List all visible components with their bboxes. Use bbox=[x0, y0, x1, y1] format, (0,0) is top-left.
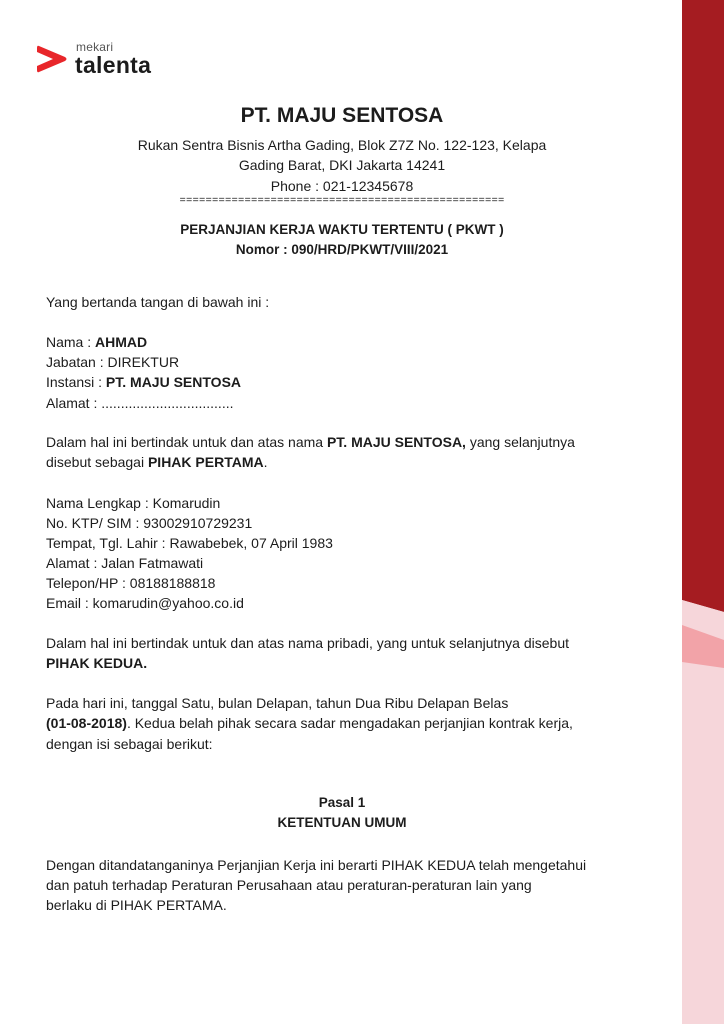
decorative-side-band bbox=[682, 0, 724, 1024]
logo-product-text: talenta bbox=[75, 52, 152, 78]
pasal-1-subtitle: KETENTUAN UMUM bbox=[277, 815, 407, 830]
party2-email: Email : komarudin@yahoo.co.id bbox=[46, 595, 244, 611]
band-dark-red bbox=[682, 0, 724, 612]
party2-description-line1: Dalam hal ini bertindak untuk dan atas nama pribadi, yang untuk selanjutnya disebut bbox=[46, 635, 569, 651]
pasal-1-line3: berlaku di PIHAK PERTAMA. bbox=[46, 897, 227, 913]
pasal-1-line2: dan patuh terhadap Peraturan Perusahaan atau peraturan-peraturan lain yang bbox=[46, 877, 532, 893]
party1-name: AHMAD bbox=[95, 334, 148, 350]
party1-desc2-period: . bbox=[263, 454, 268, 470]
party1-desc2-text: disebut sebagai bbox=[46, 454, 148, 470]
party1-name-label: Nama : bbox=[46, 334, 96, 350]
document-title: PERJANJIAN KERJA WAKTU TERTENTU ( PKWT ) bbox=[180, 222, 504, 237]
party1-description-line1 bbox=[46, 432, 575, 453]
party2-full-name: Nama Lengkap : Komarudin bbox=[46, 495, 221, 511]
address-line-1: Rukan Sentra Bisnis Artha Gading, Blok Z7Z No. 122-123, Kelapa bbox=[137, 137, 547, 153]
party1-agency-row bbox=[46, 372, 241, 393]
party1-desc-text: Dalam hal ini bertindak untuk dan atas nama bbox=[46, 434, 327, 450]
party1-description-line2 bbox=[46, 452, 268, 473]
agreement-line3: dengan isi sebagai berikut: bbox=[46, 736, 213, 752]
party2-id-number: No. KTP/ SIM : 93002910729231 bbox=[46, 515, 253, 531]
logo-brand-text: mekari bbox=[76, 40, 114, 54]
party1-role: PIHAK PERTAMA bbox=[147, 454, 264, 470]
document-number: Nomor : 090/HRD/PKWT/VIII/2021 bbox=[235, 242, 449, 257]
intro-text: Yang bertanda tangan di bawah ini : bbox=[46, 294, 270, 310]
party1-name-row bbox=[46, 332, 147, 353]
agreement-line2-text: . Kedua belah pihak secara sadar mengadakan perjanjian kontrak kerja, bbox=[126, 715, 573, 731]
pasal-1-line1: Dengan ditandatanganinya Perjanjian Kerja ini berarti PIHAK KEDUA telah mengetahui bbox=[46, 857, 587, 873]
party2-phone: Telepon/HP : 08188188818 bbox=[46, 575, 216, 591]
agreement-line1: Pada hari ini, tanggal Satu, bulan Delapan, tahun Dua Ribu Delapan Belas bbox=[46, 695, 509, 711]
party1-agency: PT. MAJU SENTOSA bbox=[105, 374, 242, 390]
separator-line: ================================================== bbox=[179, 195, 505, 207]
party1-address: Alamat : .................................. bbox=[46, 395, 234, 411]
pasal-1-title: Pasal 1 bbox=[318, 795, 366, 810]
party1-position: Jabatan : DIREKTUR bbox=[46, 354, 180, 370]
party2-address: Alamat : Jalan Fatmawati bbox=[46, 555, 204, 571]
party2-role: PIHAK KEDUA. bbox=[46, 655, 148, 671]
party1-desc-text-end: yang selanjutnya bbox=[465, 434, 575, 450]
company-name: PT. MAJU SENTOSA bbox=[240, 104, 444, 127]
company-phone: Phone : 021-12345678 bbox=[270, 178, 414, 194]
party2-birth: Tempat, Tgl. Lahir : Rawabebek, 07 April 1983 bbox=[46, 535, 333, 551]
party1-desc-company: PT. MAJU SENTOSA, bbox=[326, 434, 466, 450]
agreement-line2 bbox=[46, 713, 573, 734]
logo-arrow-icon bbox=[37, 44, 69, 74]
address-line-2: Gading Barat, DKI Jakarta 14241 bbox=[238, 157, 446, 173]
party1-agency-label: Instansi : bbox=[46, 374, 106, 390]
agreement-date: (01-08-2018) bbox=[46, 715, 127, 731]
